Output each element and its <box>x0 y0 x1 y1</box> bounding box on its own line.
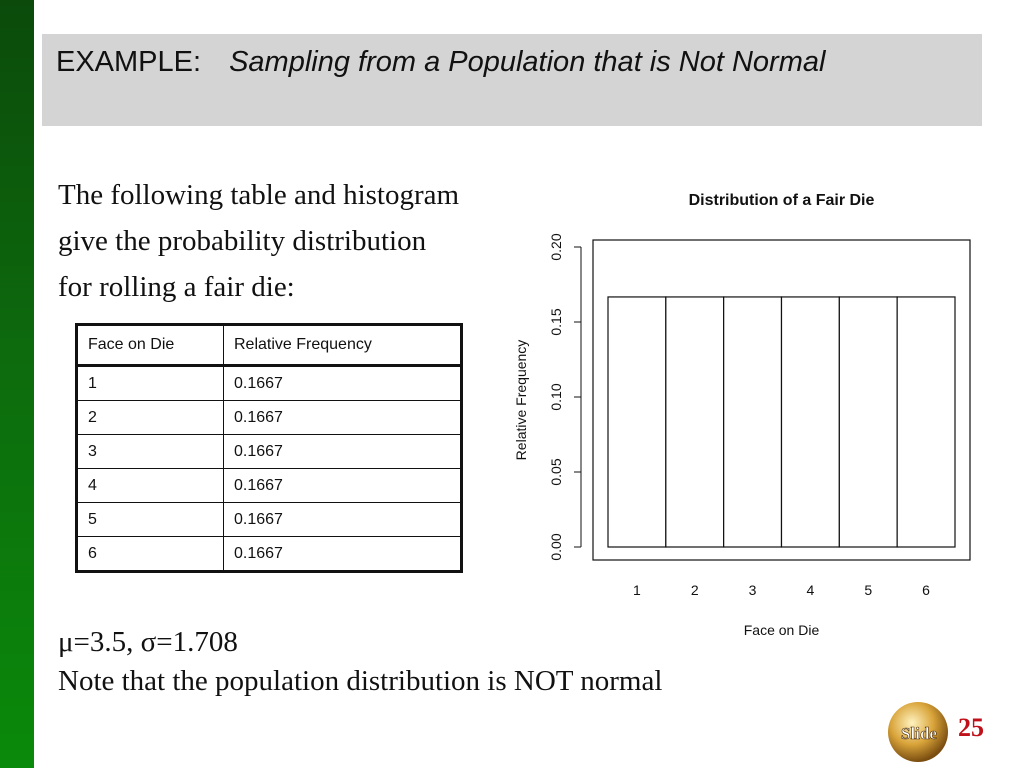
header-relative-frequency: Relative Frequency <box>224 325 462 366</box>
histogram-bar <box>839 297 897 547</box>
frequency-cell: 0.1667 <box>224 469 462 503</box>
table-row <box>77 503 462 537</box>
face-cell: 6 <box>77 537 224 572</box>
face-cell: 1 <box>77 366 224 401</box>
title-prefix: EXAMPLE: <box>56 46 202 78</box>
x-tick-label: 2 <box>690 582 699 598</box>
face-cell: 3 <box>77 435 224 469</box>
table-row <box>77 537 462 572</box>
slide-number: 25 <box>958 713 984 742</box>
table-row <box>77 401 462 435</box>
frequency-cell: 0.1667 <box>224 366 462 401</box>
intro-text <box>58 172 538 310</box>
x-tick-label: 6 <box>922 582 930 598</box>
histogram-bar <box>897 297 955 547</box>
frequency-cell: 0.1667 <box>224 503 462 537</box>
y-tick-label: 0.10 <box>548 383 564 411</box>
table-header-row <box>77 325 462 366</box>
badge-label: Slide <box>901 724 937 743</box>
frequency-table <box>75 323 463 573</box>
histogram-bar <box>608 297 666 547</box>
frequency-cell: 0.1667 <box>224 435 462 469</box>
header-face: Face on Die <box>77 325 224 366</box>
table-row <box>77 469 462 503</box>
histogram-bar <box>782 297 840 547</box>
y-tick-label: 0.05 <box>548 458 564 486</box>
y-axis-label: Relative Frequency <box>513 339 529 461</box>
slide-title <box>42 34 982 126</box>
histogram-bar <box>666 297 724 547</box>
chart-title: Distribution of a Fair Die <box>688 192 875 209</box>
frequency-cell: 0.1667 <box>224 537 462 572</box>
table-row <box>77 366 462 401</box>
x-tick-label: 5 <box>864 582 873 598</box>
face-cell: 2 <box>77 401 224 435</box>
title-italic: Sampling from a Population that is Not Normal <box>229 46 826 78</box>
intro-line: The following table and histogram <box>58 179 460 211</box>
x-axis-label: Face on Die <box>743 622 820 638</box>
face-cell: 5 <box>77 503 224 537</box>
x-tick-label: 4 <box>806 582 815 598</box>
histogram-chart <box>500 175 990 650</box>
x-tick-label: 1 <box>633 582 641 598</box>
intro-line: for rolling a fair die: <box>58 271 295 303</box>
x-tick-label: 3 <box>748 582 757 598</box>
y-tick-label: 0.00 <box>548 533 564 561</box>
histogram-bar <box>724 297 782 547</box>
note-text: Note that the population distribution is NOT normal <box>58 665 663 697</box>
intro-line: give the probability distribution <box>58 225 427 257</box>
slide-badge-icon <box>886 700 950 764</box>
face-cell: 4 <box>77 469 224 503</box>
stats-line: μ=3.5, σ=1.708 <box>58 626 238 658</box>
sidebar-stripe <box>0 0 34 768</box>
y-tick-label: 0.15 <box>548 308 564 336</box>
table-row <box>77 435 462 469</box>
frequency-cell: 0.1667 <box>224 401 462 435</box>
y-tick-label: 0.20 <box>548 233 564 261</box>
